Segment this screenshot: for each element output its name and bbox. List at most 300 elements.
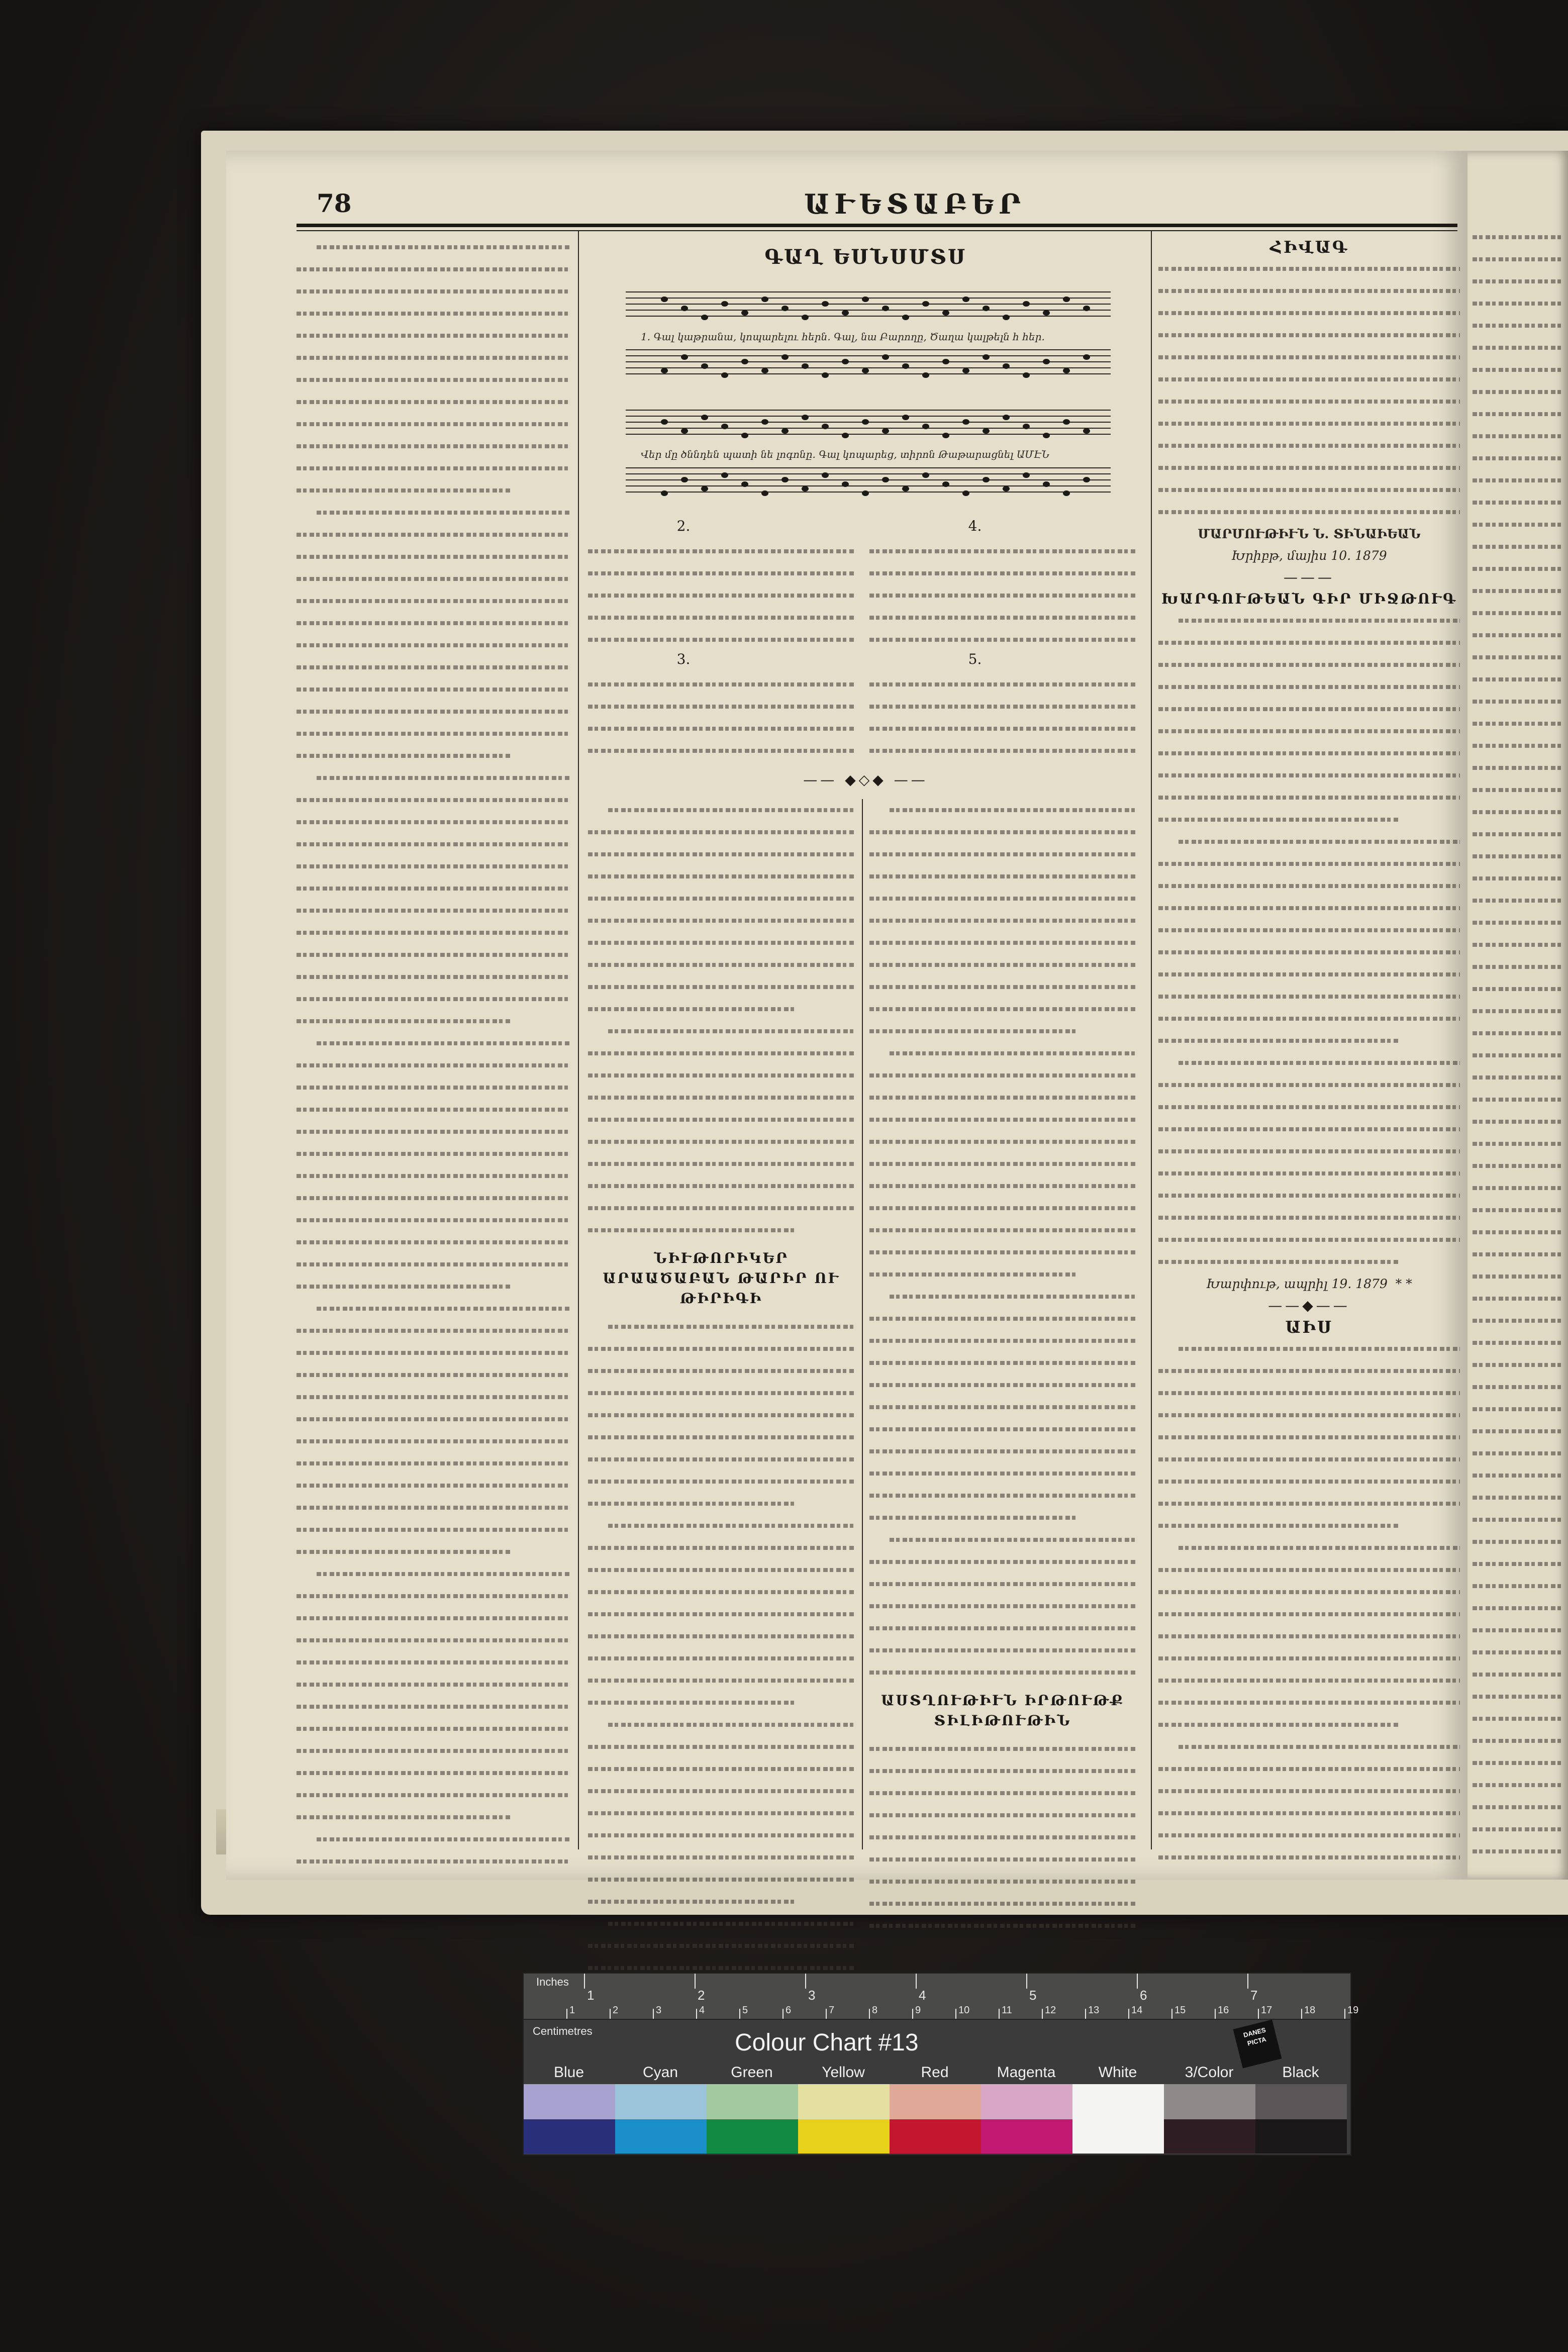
text-line [297,1364,570,1386]
music-note [1043,433,1050,438]
text-line [1158,1625,1460,1647]
text-line [608,799,854,821]
text-line [588,1131,854,1153]
text-line [588,1219,794,1241]
swatch-tint [524,2084,615,2119]
text-line [1473,1752,1563,1774]
text-line [588,629,854,651]
text-line [869,1485,1136,1507]
header-rule-thin [297,230,1457,231]
text-line [1158,1581,1460,1603]
swatch-label: White [1098,2064,1137,2081]
text-line [1158,1030,1400,1052]
text-line [588,1042,854,1064]
text-line [869,584,1136,607]
text-line [890,799,1136,821]
music-lyric-2: Վեր մը ծննդեն պատի նե լոգոնը. Գալ կոպարեց, տիրոն Թաթարացնել ԱՄԷՆ [641,448,1050,460]
text-line [869,1396,1136,1418]
music-note [902,363,909,369]
music-lyric-1: 1. Գալ կաթրանա, կոպարելու հերն. Գալ, նա Բարողը, Ծաղա կալթելն հ հեր. [641,331,1045,343]
text-line [297,479,510,502]
music-note [1043,310,1050,316]
text-line [317,767,570,789]
text-line [297,1475,570,1497]
swatch-label: Green [731,2064,773,2081]
text-line [1158,941,1460,963]
text-line [608,1913,854,1935]
text-line [1473,580,1563,602]
text-line [1158,1471,1460,1493]
music-note [962,419,969,425]
text-line [297,1541,510,1563]
text-line [1158,1008,1460,1030]
facing-page-text [1473,226,1563,1863]
text-line [297,369,570,391]
swatch-label: Blue [553,2064,584,2081]
swatch-tint [1072,2084,1164,2119]
text-line [297,1585,570,1607]
music-note [681,477,688,482]
music-note [781,428,789,434]
stanza-3-text [588,673,854,762]
music-note [862,368,869,373]
text-line [297,900,570,922]
music-note [781,477,789,482]
text-line [297,413,570,435]
text-line [297,347,570,369]
text-line [869,1782,1136,1804]
music-note [983,428,990,434]
text-line [1473,1420,1563,1442]
text-line [588,607,854,629]
music-note [1043,481,1050,487]
music-score [626,286,1111,508]
music-note [681,306,688,311]
text-line [1473,757,1563,779]
text-line [1473,867,1563,890]
text-line [1473,1840,1563,1863]
music-note [942,359,949,364]
text-line [297,966,570,988]
text-line [588,1087,854,1109]
text-line [1473,447,1563,469]
stanza-5 [869,673,1136,762]
text-line [869,1573,1136,1595]
music-note [1023,301,1030,307]
text-line [588,954,854,976]
text-line [1473,492,1563,514]
text-line [297,745,510,767]
text-line [890,1286,1136,1308]
text-line [588,696,854,718]
text-line [588,1802,854,1824]
text-line [1473,315,1563,337]
text-line [869,629,1136,651]
right-column [1158,236,1460,1869]
text-line [1473,1044,1563,1066]
text-line [1473,381,1563,403]
text-line [608,1714,854,1736]
cm-tick [782,2009,783,2019]
text-line [869,1020,1075,1042]
text-line [588,1935,854,1957]
text-line [1158,1207,1460,1229]
right-header-3: ԱԻՍ [1285,1317,1333,1337]
music-note [862,419,869,425]
text-line [297,568,570,590]
music-note [822,472,829,478]
text-line [869,1826,1136,1848]
text-line [869,910,1136,932]
cm-tick-label: 16 [1218,2005,1229,2016]
text-line [869,562,1136,584]
music-note [983,354,990,360]
swatch-tint [890,2084,981,2119]
cm-tick [739,2009,740,2019]
text-line [588,888,854,910]
cm-tick-label: 8 [872,2005,878,2016]
swatch-label: Yellow [822,2064,865,2081]
swatch-solid [707,2119,798,2153]
text-line [297,391,570,413]
music-note [721,301,728,307]
text-line [1473,1066,1563,1089]
inch-tick-label: 2 [698,1988,705,2003]
text-line [297,546,570,568]
text-line [1158,435,1460,457]
text-line [297,457,570,479]
music-note [721,372,728,378]
text-line [869,1352,1136,1374]
text-line [588,562,854,584]
cm-tick-label: 13 [1088,2005,1100,2016]
music-note [802,315,809,320]
music-note [721,472,728,478]
text-line [297,1187,570,1209]
text-line [1473,1663,1563,1686]
stanza-4 [869,540,1136,651]
center-column [588,236,1143,268]
date-2 [1158,1273,1460,1295]
text-line [588,1581,854,1603]
header-rule [297,224,1457,227]
text-line [1473,359,1563,381]
text-line [588,1537,854,1559]
text-line [297,1342,570,1364]
inch-tick-label: 1 [587,1988,595,2003]
text-line [1473,1177,1563,1199]
swatch-label: 3/Color [1185,2064,1234,2081]
staff-2 [626,349,1111,379]
text-line [1473,823,1563,845]
text-line [1179,1338,1460,1360]
inch-tick-label: 6 [1140,1988,1147,2003]
text-line [1158,479,1460,501]
music-note [983,306,990,311]
section-title-2: ԱՍՏՂՈՒԹԻՒՆ ԻՐԹՈՒԹՔ ՏԻԼԻԹՈՒԹԻՆ [881,1692,1124,1729]
page-header [297,186,1457,221]
text-line [1473,1487,1563,1509]
music-note [882,428,889,434]
text-line [1158,1382,1460,1404]
text-line [869,888,1136,910]
text-line [588,1780,854,1802]
text-line [869,1241,1136,1263]
text-line [588,1692,794,1714]
text-line [1473,1376,1563,1398]
text-line [1158,258,1460,280]
music-note [761,419,768,425]
text-line [869,1738,1136,1760]
music-note [842,359,849,364]
text-line [588,1846,854,1869]
text-line [890,1529,1136,1551]
text-line [1158,1670,1460,1692]
text-line [1473,425,1563,447]
text-line [588,718,854,740]
right-header-1: ՀԻՎԱԳ [1269,237,1349,257]
text-line [869,540,1136,562]
text-line [1158,875,1460,897]
text-line [869,696,1136,718]
text-line [1158,390,1460,413]
cm-tick [1215,2009,1216,2019]
text-line [869,1330,1136,1352]
text-line [588,740,854,762]
text-line [1158,1846,1460,1869]
right-text-2 [1158,610,1460,1273]
text-line [1158,324,1460,346]
cm-tick [955,2009,956,2019]
cm-tick-label: 5 [742,2005,748,2016]
text-line [1158,280,1460,302]
text-line [297,1718,570,1740]
text-line [1473,1221,1563,1243]
text-line [869,1197,1136,1219]
text-line [1158,787,1460,809]
text-line [1473,1310,1563,1332]
text-line [1473,602,1563,624]
center-left-text-1 [588,799,854,1241]
text-line [1158,346,1460,368]
text-line [297,524,570,546]
text-line [1473,668,1563,691]
text-line [588,673,854,696]
music-note [781,354,789,360]
music-note [1003,415,1010,420]
text-line [1158,742,1460,764]
text-line [588,1647,854,1670]
text-line [1158,1758,1460,1780]
text-line [1473,1818,1563,1840]
music-note [1063,419,1070,425]
text-line [608,1316,854,1338]
text-line [297,1497,570,1519]
text-line [1473,1133,1563,1155]
text-line [1473,1641,1563,1663]
text-line [297,1054,570,1076]
text-line [1158,1802,1460,1824]
text-line [297,922,570,944]
text-line [297,678,570,701]
text-line [1473,403,1563,425]
text-line [1158,1185,1460,1207]
text-line [1158,853,1460,875]
text-line [297,1850,570,1873]
text-line [588,1869,854,1891]
center-right-subcolumn [869,799,1136,1937]
text-line [297,1320,570,1342]
cm-tick [1128,2009,1129,2019]
music-note [922,301,929,307]
swatch-label: Black [1282,2064,1319,2081]
cm-tick-label: 19 [1347,2005,1359,2016]
text-line [1158,1603,1460,1625]
text-line [297,435,570,457]
text-line [1473,1288,1563,1310]
text-line [1473,248,1563,270]
text-line [1473,735,1563,757]
text-line [1473,1398,1563,1420]
music-note [661,419,668,425]
inch-tick [1026,1974,1027,1989]
text-line [297,1651,570,1674]
text-line [869,1175,1136,1197]
text-line [297,1519,570,1541]
text-line [588,1109,854,1131]
text-line [317,236,570,258]
text-line [297,1452,570,1475]
running-title: ԱՒԵՏԱԲԵՐ [804,188,1026,220]
text-line [297,303,570,325]
text-line [1158,1229,1460,1251]
center-right-text-2 [869,1738,1136,1937]
text-line [1473,1619,1563,1641]
music-note [962,491,969,496]
inch-tick [1137,1974,1138,1989]
center-left-subcolumn [588,799,854,1979]
text-line [297,1696,570,1718]
column-rule-right [1151,231,1152,1849]
text-line [869,1661,1136,1684]
text-line [1179,1736,1460,1758]
text-line [608,1515,854,1537]
music-note [761,368,768,373]
music-note [1003,315,1010,320]
text-line [297,656,570,678]
music-note [1003,363,1010,369]
centimetres-label: Centimetres [533,2025,593,2037]
text-line [588,1338,854,1360]
music-note [781,306,789,311]
cm-tick [696,2009,697,2019]
text-line [1158,1780,1460,1802]
text-line [1473,1553,1563,1575]
cm-tick-label: 4 [699,2005,705,2016]
text-line [1473,1199,1563,1221]
text-line [869,1848,1136,1871]
text-line [297,723,570,745]
text-line [1158,1692,1460,1714]
text-line [869,1263,1075,1286]
text-line [1473,691,1563,713]
music-note [1063,297,1070,302]
text-line [1473,1686,1563,1708]
text-line [1473,1575,1563,1597]
text-line [1158,413,1460,435]
text-line [297,1784,570,1806]
music-note [1083,477,1090,482]
inch-tick [1247,1974,1248,1989]
text-line [1473,624,1563,646]
stanza-3-number: 3. [676,651,691,667]
swatch-label: Red [921,2064,949,2081]
cm-tick [1344,2009,1345,2019]
text-line [588,998,794,1020]
swatch-solid [1255,2119,1347,2153]
text-line [1179,610,1460,632]
text-line [1158,1404,1460,1426]
date-1: Խրիբթ, մայիս 10. 1879 [1231,548,1387,563]
text-line [890,1042,1136,1064]
text-line [588,1824,854,1846]
text-line [608,1020,854,1042]
swatch-label: Magenta [997,2064,1056,2081]
text-line [869,1131,1136,1153]
text-line [1473,1597,1563,1619]
text-line [588,1448,854,1471]
inches-label: Inches [536,1976,569,1988]
text-line [588,1175,854,1197]
text-line [1158,676,1460,698]
text-line [297,1430,570,1452]
text-line [1473,713,1563,735]
text-line [1473,1774,1563,1796]
music-note [902,315,909,320]
text-line [1473,1442,1563,1464]
text-line [869,1804,1136,1826]
text-line [297,1143,570,1165]
text-line [869,1551,1136,1573]
text-line [1473,779,1563,801]
text-line [297,1231,570,1253]
music-note [1063,491,1070,496]
swatch-solid [890,2119,981,2153]
date-2-text: Խարփութ, ապրիլ 19. 1879 [1206,1277,1388,1291]
stanza-4-text [869,540,1136,651]
text-line [1473,1155,1563,1177]
text-line [1158,457,1460,479]
music-note [962,297,969,302]
text-line [1473,934,1563,956]
text-line [869,1617,1136,1639]
music-note [1023,424,1030,429]
chart-title: Colour Chart #13 [735,2029,919,2056]
music-note [1083,428,1090,434]
text-line [297,1010,510,1032]
ornament-divider: —— ◆◇◆ —— [803,771,928,788]
cm-tick [1258,2009,1259,2019]
swatch-label: Cyan [642,2064,678,2081]
cm-tick [912,2009,913,2019]
text-line [297,789,570,811]
cm-tick-label: 3 [656,2005,662,2016]
stanza-5-text [869,673,1136,762]
text-line [297,1674,570,1696]
text-line [869,1507,1075,1529]
column-rule-left [578,231,579,1849]
music-note [1003,486,1010,492]
